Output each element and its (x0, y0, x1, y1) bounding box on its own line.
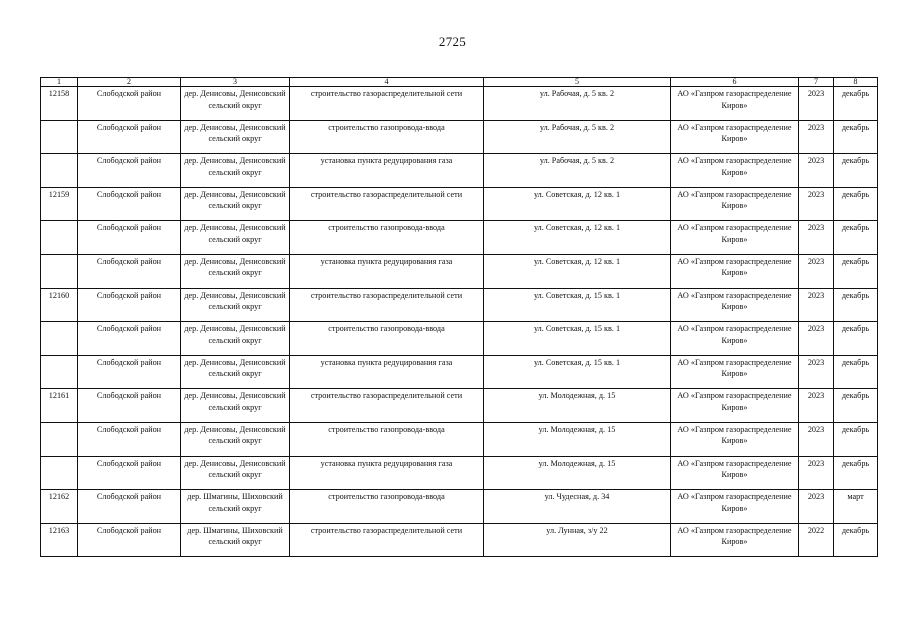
organization-cell: АО «Газпром газораспределение Киров» (671, 490, 799, 524)
table-row (41, 288, 878, 322)
address-cell: ул. Чудесная, д. 34 (484, 490, 671, 524)
settlement-cell: дер. Шмагины, Шиховский сельский округ (181, 523, 290, 557)
year-cell: 2023 (799, 154, 834, 188)
settlement-cell: дер. Денисовы, Денисовский сельский округ (181, 288, 290, 322)
work-type-cell: установка пункта редуцирования газа (290, 154, 484, 188)
work-type-cell: строительство газораспределительной сети (290, 389, 484, 423)
settlement-cell: дер. Денисовы, Денисовский сельский округ (181, 120, 290, 154)
organization-cell: АО «Газпром газораспределение Киров» (671, 221, 799, 255)
organization-cell: АО «Газпром газораспределение Киров» (671, 254, 799, 288)
year-cell: 2023 (799, 456, 834, 490)
district-cell: Слободской район (78, 221, 181, 255)
district-cell: Слободской район (78, 322, 181, 356)
record-number (41, 154, 78, 188)
month-cell: декабрь (834, 523, 878, 557)
table-body (41, 87, 878, 557)
organization-cell: АО «Газпром газораспределение Киров» (671, 456, 799, 490)
column-header: 8 (834, 78, 878, 87)
month-cell: декабрь (834, 154, 878, 188)
month-cell: март (834, 490, 878, 524)
settlement-cell: дер. Денисовы, Денисовский сельский округ (181, 154, 290, 188)
district-cell: Слободской район (78, 154, 181, 188)
table-row (41, 490, 878, 524)
address-cell: ул. Рабочая, д. 5 кв. 2 (484, 154, 671, 188)
table-row (41, 187, 878, 221)
district-cell: Слободской район (78, 187, 181, 221)
organization-cell: АО «Газпром газораспределение Киров» (671, 355, 799, 389)
month-cell: декабрь (834, 456, 878, 490)
table-row (41, 523, 878, 557)
district-cell: Слободской район (78, 523, 181, 557)
district-cell: Слободской район (78, 120, 181, 154)
district-cell: Слободской район (78, 456, 181, 490)
work-type-cell: установка пункта редуцирования газа (290, 254, 484, 288)
column-header: 5 (484, 78, 671, 87)
settlement-cell: дер. Денисовы, Денисовский сельский округ (181, 221, 290, 255)
month-cell: декабрь (834, 221, 878, 255)
column-header: 4 (290, 78, 484, 87)
work-type-cell: строительство газопровода-ввода (290, 322, 484, 356)
column-number-row (41, 78, 878, 87)
column-header: 7 (799, 78, 834, 87)
year-cell: 2023 (799, 221, 834, 255)
column-header: 6 (671, 78, 799, 87)
record-number: 12162 (41, 490, 78, 524)
address-cell: ул. Рабочая, д. 5 кв. 2 (484, 87, 671, 121)
year-cell: 2023 (799, 254, 834, 288)
organization-cell: АО «Газпром газораспределение Киров» (671, 389, 799, 423)
month-cell: декабрь (834, 87, 878, 121)
year-cell: 2023 (799, 120, 834, 154)
settlement-cell: дер. Шмагины, Шиховский сельский округ (181, 490, 290, 524)
address-cell: ул. Молодежная, д. 15 (484, 422, 671, 456)
record-number: 12160 (41, 288, 78, 322)
record-number: 12158 (41, 87, 78, 121)
organization-cell: АО «Газпром газораспределение Киров» (671, 120, 799, 154)
organization-cell: АО «Газпром газораспределение Киров» (671, 523, 799, 557)
settlement-cell: дер. Денисовы, Денисовский сельский округ (181, 322, 290, 356)
year-cell: 2023 (799, 288, 834, 322)
district-cell: Слободской район (78, 422, 181, 456)
address-cell: ул. Советская, д. 12 кв. 1 (484, 187, 671, 221)
work-type-cell: строительство газопровода-ввода (290, 120, 484, 154)
settlement-cell: дер. Денисовы, Денисовский сельский округ (181, 254, 290, 288)
organization-cell: АО «Газпром газораспределение Киров» (671, 422, 799, 456)
record-number: 12159 (41, 187, 78, 221)
column-header: 2 (78, 78, 181, 87)
address-cell: ул. Лунная, з/у 22 (484, 523, 671, 557)
settlement-cell: дер. Денисовы, Денисовский сельский округ (181, 389, 290, 423)
month-cell: декабрь (834, 322, 878, 356)
month-cell: декабрь (834, 254, 878, 288)
address-cell: ул. Рабочая, д. 5 кв. 2 (484, 120, 671, 154)
address-cell: ул. Молодежная, д. 15 (484, 456, 671, 490)
organization-cell: АО «Газпром газораспределение Киров» (671, 87, 799, 121)
year-cell: 2023 (799, 389, 834, 423)
registry-table (40, 77, 878, 557)
organization-cell: АО «Газпром газораспределение Киров» (671, 187, 799, 221)
settlement-cell: дер. Денисовы, Денисовский сельский округ (181, 87, 290, 121)
year-cell: 2023 (799, 87, 834, 121)
district-cell: Слободской район (78, 87, 181, 121)
record-number (41, 456, 78, 490)
table-row (41, 120, 878, 154)
table-row (41, 87, 878, 121)
table-row (41, 456, 878, 490)
settlement-cell: дер. Денисовы, Денисовский сельский округ (181, 187, 290, 221)
district-cell: Слободской район (78, 389, 181, 423)
column-header: 1 (41, 78, 78, 87)
address-cell: ул. Молодежная, д. 15 (484, 389, 671, 423)
record-number (41, 422, 78, 456)
year-cell: 2023 (799, 355, 834, 389)
record-number (41, 254, 78, 288)
settlement-cell: дер. Денисовы, Денисовский сельский округ (181, 422, 290, 456)
record-number (41, 355, 78, 389)
table-row (41, 154, 878, 188)
address-cell: ул. Советская, д. 15 кв. 1 (484, 322, 671, 356)
table-row (41, 221, 878, 255)
table-row (41, 422, 878, 456)
work-type-cell: строительство газопровода-ввода (290, 422, 484, 456)
work-type-cell: установка пункта редуцирования газа (290, 355, 484, 389)
address-cell: ул. Советская, д. 12 кв. 1 (484, 221, 671, 255)
column-header: 3 (181, 78, 290, 87)
district-cell: Слободской район (78, 490, 181, 524)
work-type-cell: установка пункта редуцирования газа (290, 456, 484, 490)
address-cell: ул. Советская, д. 15 кв. 1 (484, 355, 671, 389)
year-cell: 2023 (799, 490, 834, 524)
month-cell: декабрь (834, 422, 878, 456)
district-cell: Слободской район (78, 254, 181, 288)
settlement-cell: дер. Денисовы, Денисовский сельский округ (181, 456, 290, 490)
record-number: 12163 (41, 523, 78, 557)
table-row (41, 254, 878, 288)
table-row (41, 389, 878, 423)
year-cell: 2023 (799, 187, 834, 221)
work-type-cell: строительство газопровода-ввода (290, 221, 484, 255)
organization-cell: АО «Газпром газораспределение Киров» (671, 322, 799, 356)
settlement-cell: дер. Денисовы, Денисовский сельский округ (181, 355, 290, 389)
year-cell: 2023 (799, 422, 834, 456)
work-type-cell: строительство газораспределительной сети (290, 523, 484, 557)
month-cell: декабрь (834, 187, 878, 221)
year-cell: 2022 (799, 523, 834, 557)
organization-cell: АО «Газпром газораспределение Киров» (671, 288, 799, 322)
record-number (41, 322, 78, 356)
district-cell: Слободской район (78, 288, 181, 322)
page-number: 2725 (438, 34, 467, 49)
address-cell: ул. Советская, д. 12 кв. 1 (484, 254, 671, 288)
address-cell: ул. Советская, д. 15 кв. 1 (484, 288, 671, 322)
work-type-cell: строительство газораспределительной сети (290, 288, 484, 322)
table-row (41, 355, 878, 389)
record-number: 12161 (41, 389, 78, 423)
month-cell: декабрь (834, 288, 878, 322)
month-cell: декабрь (834, 355, 878, 389)
organization-cell: АО «Газпром газораспределение Киров» (671, 154, 799, 188)
work-type-cell: строительство газопровода-ввода (290, 490, 484, 524)
work-type-cell: строительство газораспределительной сети (290, 87, 484, 121)
month-cell: декабрь (834, 389, 878, 423)
month-cell: декабрь (834, 120, 878, 154)
table-row (41, 322, 878, 356)
district-cell: Слободской район (78, 355, 181, 389)
record-number (41, 120, 78, 154)
year-cell: 2023 (799, 322, 834, 356)
work-type-cell: строительство газораспределительной сети (290, 187, 484, 221)
record-number (41, 221, 78, 255)
